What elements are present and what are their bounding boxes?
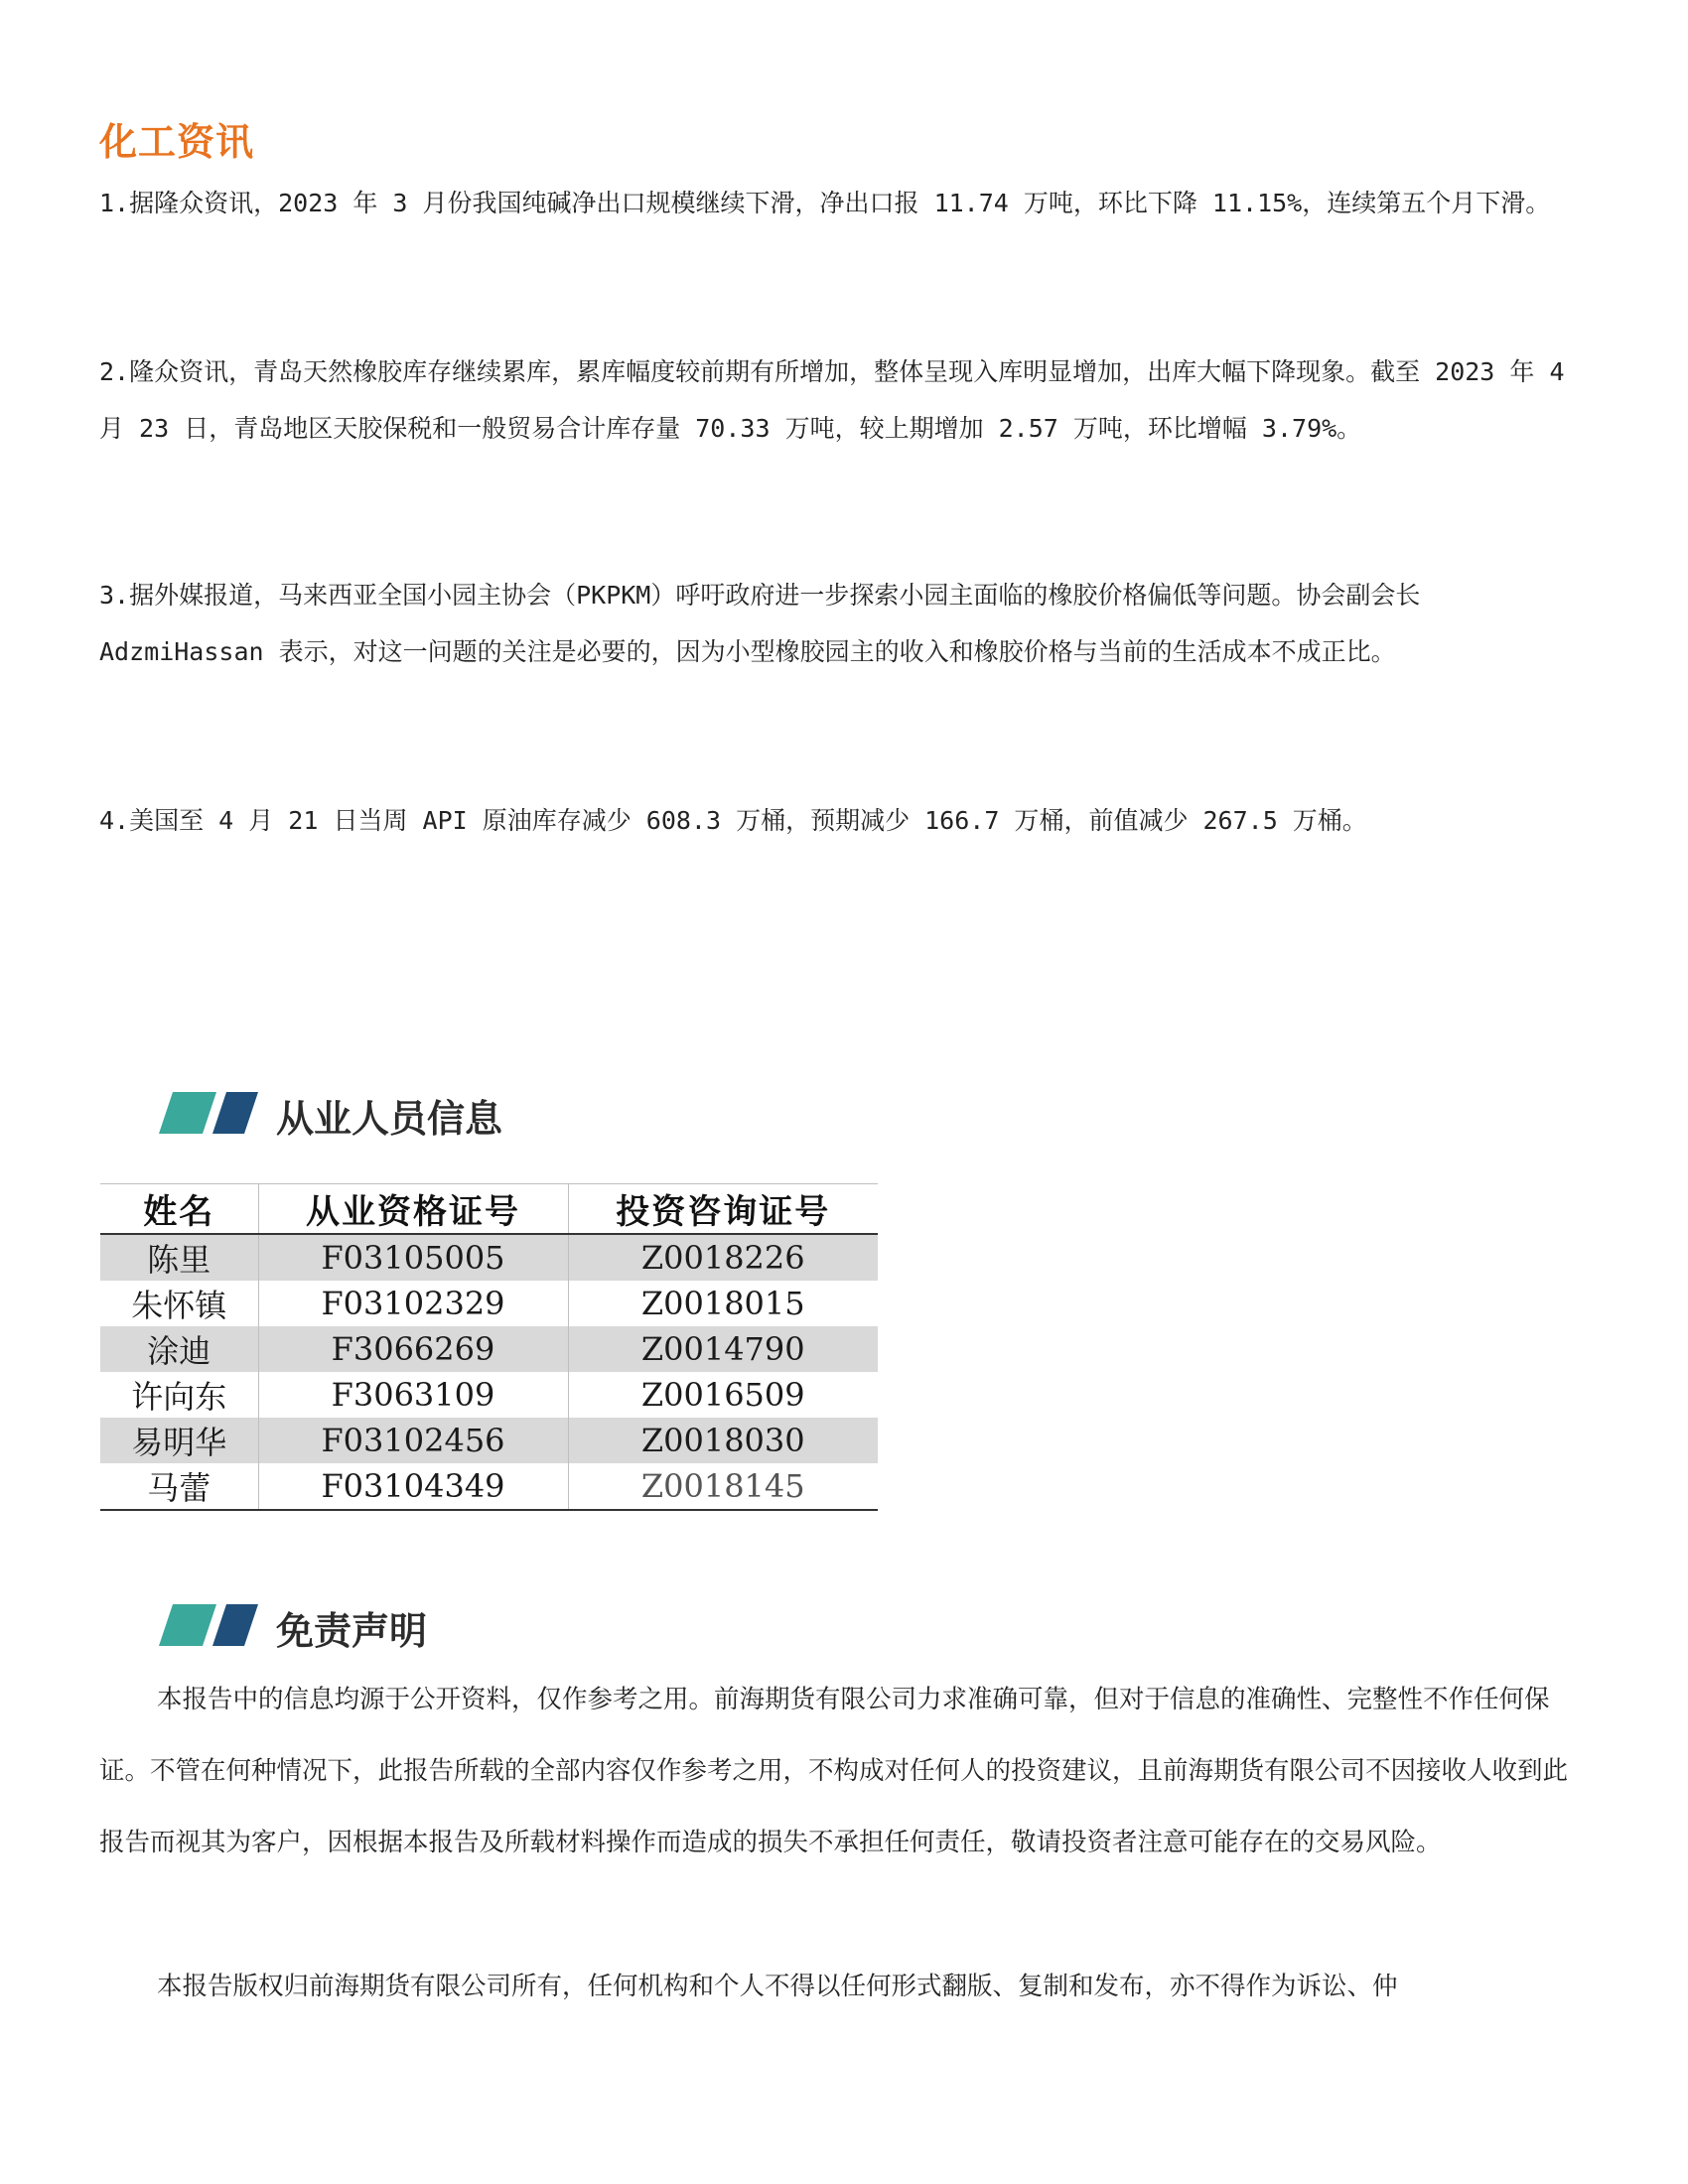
- header-consulting-id: 投资咨询证号: [568, 1184, 878, 1235]
- table-row: [100, 1372, 878, 1418]
- parallelogram-bars-icon: [159, 1604, 258, 1646]
- header-qualification-id: 从业资格证号: [258, 1184, 568, 1235]
- table-row: [100, 1418, 878, 1463]
- qualification-id: F03105005: [258, 1234, 568, 1281]
- consulting-id: Z0018015: [640, 1285, 805, 1322]
- header-name: 姓名: [100, 1184, 258, 1235]
- disclaimer-paragraph-1: 本报告中的信息均源于公开资料，仅作参考之用。前海期货有限公司力求准确可靠，但对于信息的准确性、完整性不作任何保证。不管在何种情况下，此报告所载的全部内容仅作参考之用，不构成对任何人的投资建议，且前海期货有限公司不因接收人收到此报告而视其为客户，因根据本报告及所载材料操作而造成的损失不承担任何责任，敬请投资者注意可能存在的交易风险。: [99, 1685, 1569, 1857]
- news-item-3: 3.据外媒报道，马来西亚全国小园主协会（PKPKM）呼吁政府进一步探索小园主面临的橡胶价格偏低等问题。协会副会长 AdzmiHassan 表示，对这一问题的关注是必要的，因为小型橡胶园主的收入和橡胶价格与当前的生活成本不成正比。: [99, 581, 1421, 666]
- table-header-row: [100, 1184, 878, 1235]
- table-row: [100, 1281, 878, 1326]
- table-row: [100, 1326, 878, 1372]
- qualification-id: F03102329: [258, 1281, 568, 1326]
- consulting-id: Z0016509: [640, 1376, 805, 1414]
- consulting-id: Z0018226: [568, 1234, 878, 1281]
- staff-table: [100, 1183, 878, 1511]
- news-item-1: 1.据隆众资讯，2023 年 3 月份我国纯碱净出口规模继续下滑，净出口报 11.74 万吨，环比下降 11.15%，连续第五个月下滑。: [99, 189, 1551, 217]
- consulting-id: Z0018030: [568, 1418, 878, 1463]
- disclaimer-section-title: 免责声明: [276, 1609, 428, 1653]
- news-item-4: 4.美国至 4 月 21 日当周 API 原油库存减少 608.3 万桶，预期减少 166.7 万桶，前值减少 267.5 万桶。: [99, 806, 1367, 835]
- qualification-id: F3066269: [258, 1326, 568, 1372]
- staff-name: 陈里: [100, 1234, 258, 1281]
- staff-name: 马蕾: [100, 1463, 258, 1510]
- staff-name: 涂迪: [100, 1326, 258, 1372]
- disclaimer-paragraph-2: 本报告版权归前海期货有限公司所有，任何机构和个人不得以任何形式翻版、复制和发布，亦不得作为诉讼、仲: [157, 1972, 1398, 2001]
- news-section-title: 化工资讯: [99, 120, 255, 164]
- table-row: [100, 1463, 878, 1510]
- table-row: [100, 1234, 878, 1281]
- news-item-2: 2.隆众资讯，青岛天然橡胶库存继续累库，累库幅度较前期有所增加，整体呈现入库明显增加，出库大幅下降现象。截至 2023 年 4 月 23 日，青岛地区天胶保税和一般贸易合计库存量 70.33 万吨，较上期增加 2.57 万吨，环比增幅 3.79%。: [99, 357, 1565, 443]
- staff-name: 易明华: [100, 1418, 258, 1463]
- consulting-id: Z0014790: [568, 1326, 878, 1372]
- qualification-id: F3063109: [258, 1372, 568, 1418]
- consulting-id: Z0018145: [568, 1463, 878, 1510]
- parallelogram-bars-icon: [159, 1092, 258, 1134]
- staff-name: 朱怀镇: [100, 1281, 258, 1326]
- qualification-id: F03104349: [258, 1463, 568, 1510]
- staff-name: 许向东: [100, 1372, 258, 1418]
- staff-section-title: 从业人员信息: [276, 1097, 503, 1141]
- qualification-id: F03102456: [258, 1418, 568, 1463]
